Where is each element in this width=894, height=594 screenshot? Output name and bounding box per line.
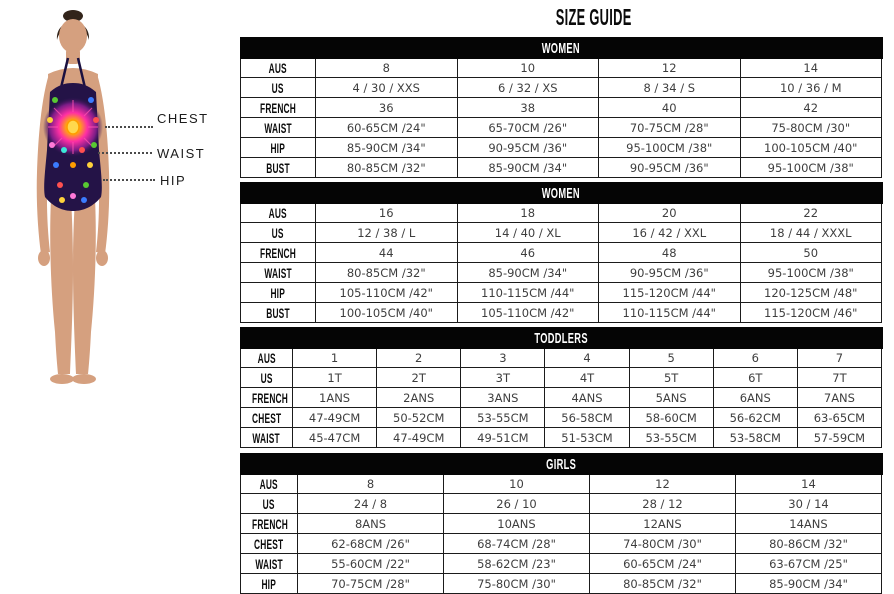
size-table: [240, 453, 882, 594]
size-cell: 12 / 38 / L: [316, 223, 458, 243]
size-cell: 62-68CM /26": [298, 534, 444, 554]
size-cell: 38: [457, 98, 599, 118]
size-cell: 6T: [713, 368, 797, 388]
row-label: FRENCH: [241, 514, 298, 534]
row-label: FRENCH: [241, 388, 293, 408]
size-cell: 5ANS: [629, 388, 713, 408]
table-row: [241, 388, 882, 408]
size-cell: 65-70CM /26": [457, 118, 599, 138]
size-cell: 100-105CM /40": [316, 303, 458, 323]
row-label: WAIST: [241, 428, 293, 448]
row-label: AUS: [241, 203, 316, 223]
size-cell: 50-52CM: [377, 408, 461, 428]
table-row: [241, 474, 882, 494]
size-cell: 22: [740, 203, 882, 223]
size-cell: 12: [590, 474, 736, 494]
size-cell: 53-58CM: [713, 428, 797, 448]
size-cell: 24 / 8: [298, 494, 444, 514]
waist-pointer-line: [98, 152, 152, 154]
size-cell: 36: [316, 98, 458, 118]
size-table-women-8-14: [240, 37, 882, 178]
size-cell: 1: [293, 348, 377, 368]
waist-label: WAIST: [157, 146, 206, 161]
table-title-band: TODDLERS: [241, 328, 882, 348]
size-cell: 6ANS: [713, 388, 797, 408]
size-cell: 40: [599, 98, 741, 118]
size-cell: 85-90CM /34": [736, 574, 882, 594]
row-label: US: [241, 494, 298, 514]
size-cell: 53-55CM: [629, 428, 713, 448]
size-cell: 95-100CM /38": [740, 158, 882, 178]
size-cell: 100-105CM /40": [740, 138, 882, 158]
model-image: [0, 0, 240, 400]
table-row: [241, 283, 882, 303]
size-cell: 49-51CM: [461, 428, 545, 448]
table-row: [241, 58, 882, 78]
table-row: [241, 368, 882, 388]
size-cell: 60-65CM /24": [590, 554, 736, 574]
size-cell: 14: [740, 58, 882, 78]
row-label: AUS: [241, 348, 293, 368]
table-row: [241, 203, 882, 223]
size-cell: 6: [713, 348, 797, 368]
row-label: AUS: [241, 58, 316, 78]
size-cell: 51-53CM: [545, 428, 629, 448]
size-cell: 48: [599, 243, 741, 263]
size-cell: 6 / 32 / XS: [457, 78, 599, 98]
size-cell: 70-75CM /28": [298, 574, 444, 594]
size-cell: 115-120CM /44": [599, 283, 741, 303]
size-cell: 14 / 40 / XL: [457, 223, 599, 243]
size-table-toddlers: [240, 327, 882, 448]
size-cell: 7: [797, 348, 881, 368]
size-cell: 57-59CM: [797, 428, 881, 448]
size-cell: 58-62CM /23": [444, 554, 590, 574]
size-cell: 80-86CM /32": [736, 534, 882, 554]
chest-pointer-line: [105, 126, 153, 128]
size-cell: 105-110CM /42": [457, 303, 599, 323]
size-cell: 110-115CM /44": [457, 283, 599, 303]
table-row: [241, 98, 882, 118]
table-row: [241, 348, 882, 368]
size-cell: 8 / 34 / S: [599, 78, 741, 98]
size-cell: 120-125CM /48": [740, 283, 882, 303]
size-cell: 14: [736, 474, 882, 494]
size-cell: 60-65CM /24": [316, 118, 458, 138]
row-label: US: [241, 223, 316, 243]
size-cell: 50: [740, 243, 882, 263]
size-cell: 58-60CM: [629, 408, 713, 428]
size-cell: 12ANS: [590, 514, 736, 534]
table-row: [241, 118, 882, 138]
row-label: FRENCH: [241, 98, 316, 118]
size-cell: 16 / 42 / XXL: [599, 223, 741, 243]
size-cell: 26 / 10: [444, 494, 590, 514]
size-cell: 7T: [797, 368, 881, 388]
size-cell: 115-120CM /46": [740, 303, 882, 323]
size-cell: 75-80CM /30": [740, 118, 882, 138]
row-label: WAIST: [241, 118, 316, 138]
size-cell: 16: [316, 203, 458, 223]
swimsuit-model-illustration: [0, 0, 230, 400]
size-cell: 44: [316, 243, 458, 263]
size-cell: 10: [444, 474, 590, 494]
size-cell: 12: [599, 58, 741, 78]
size-table: [240, 37, 882, 178]
size-cell: 1T: [293, 368, 377, 388]
size-cell: 5: [629, 348, 713, 368]
table-row: [241, 223, 882, 243]
table-row: [241, 494, 882, 514]
size-cell: 90-95CM /36": [457, 138, 599, 158]
size-cell: 56-58CM: [545, 408, 629, 428]
size-cell: 95-100CM /38": [740, 263, 882, 283]
row-label: CHEST: [241, 408, 293, 428]
size-cell: 55-60CM /22": [298, 554, 444, 574]
size-cell: 3: [461, 348, 545, 368]
size-cell: 3ANS: [461, 388, 545, 408]
size-cell: 8: [316, 58, 458, 78]
page-title: SIZE GUIDE: [556, 4, 632, 30]
size-cell: 10: [457, 58, 599, 78]
size-cell: 90-95CM /36": [599, 158, 741, 178]
size-cell: 5T: [629, 368, 713, 388]
size-table: [240, 327, 882, 448]
row-label: CHEST: [241, 534, 298, 554]
size-cell: 3T: [461, 368, 545, 388]
size-cell: 85-90CM /34": [457, 263, 599, 283]
size-cell: 95-100CM /38": [599, 138, 741, 158]
size-cell: 46: [457, 243, 599, 263]
table-title-band: WOMEN: [241, 38, 882, 58]
row-label: FRENCH: [241, 243, 316, 263]
size-cell: 4T: [545, 368, 629, 388]
size-cell: 70-75CM /28": [599, 118, 741, 138]
table-row: [241, 263, 882, 283]
table-row: [241, 303, 882, 323]
row-label: US: [241, 368, 293, 388]
size-cell: 85-90CM /34": [316, 138, 458, 158]
table-row: [241, 428, 882, 448]
table-row: [241, 408, 882, 428]
size-cell: 1ANS: [293, 388, 377, 408]
size-cell: 75-80CM /30": [444, 574, 590, 594]
size-cell: 56-62CM: [713, 408, 797, 428]
size-cell: 30 / 14: [736, 494, 882, 514]
row-label: HIP: [241, 138, 316, 158]
row-label: AUS: [241, 474, 298, 494]
size-table: [240, 182, 882, 323]
size-cell: 110-115CM /44": [599, 303, 741, 323]
table-row: [241, 574, 882, 594]
hip-pointer-line: [103, 179, 155, 181]
table-row: [241, 158, 882, 178]
row-label: HIP: [241, 283, 316, 303]
row-label: WAIST: [241, 263, 316, 283]
table-title-band: WOMEN: [241, 183, 882, 203]
size-cell: 18: [457, 203, 599, 223]
chest-label: CHEST: [157, 111, 209, 126]
table-row: [241, 514, 882, 534]
size-cell: 10ANS: [444, 514, 590, 534]
size-cell: 18 / 44 / XXXL: [740, 223, 882, 243]
size-cell: 63-67CM /25": [736, 554, 882, 574]
row-label: HIP: [241, 574, 298, 594]
size-cell: 2T: [377, 368, 461, 388]
size-cell: 4ANS: [545, 388, 629, 408]
size-cell: 4 / 30 / XXS: [316, 78, 458, 98]
size-cell: 42: [740, 98, 882, 118]
size-cell: 2ANS: [377, 388, 461, 408]
table-row: [241, 78, 882, 98]
size-cell: 68-74CM /28": [444, 534, 590, 554]
row-label: BUST: [241, 158, 316, 178]
size-cell: 2: [377, 348, 461, 368]
size-table-girls: [240, 453, 882, 594]
table-title-band: GIRLS: [241, 454, 882, 474]
size-cell: 80-85CM /32": [316, 158, 458, 178]
size-cell: 7ANS: [797, 388, 881, 408]
size-cell: 45-47CM: [293, 428, 377, 448]
size-cell: 8ANS: [298, 514, 444, 534]
size-cell: 74-80CM /30": [590, 534, 736, 554]
size-cell: 90-95CM /36": [599, 263, 741, 283]
size-cell: 14ANS: [736, 514, 882, 534]
size-cell: 28 / 12: [590, 494, 736, 514]
table-row: [241, 554, 882, 574]
row-label: US: [241, 78, 316, 98]
size-cell: 105-110CM /42": [316, 283, 458, 303]
size-cell: 80-85CM /32": [316, 263, 458, 283]
size-cell: 63-65CM: [797, 408, 881, 428]
size-cell: 53-55CM: [461, 408, 545, 428]
table-row: [241, 243, 882, 263]
table-row: [241, 534, 882, 554]
size-cell: 47-49CM: [293, 408, 377, 428]
size-cell: 8: [298, 474, 444, 494]
size-cell: 85-90CM /34": [457, 158, 599, 178]
row-label: WAIST: [241, 554, 298, 574]
size-cell: 4: [545, 348, 629, 368]
size-cell: 47-49CM: [377, 428, 461, 448]
size-cell: 20: [599, 203, 741, 223]
table-row: [241, 138, 882, 158]
size-cell: 80-85CM /32": [590, 574, 736, 594]
hip-label: HIP: [160, 173, 187, 188]
row-label: BUST: [241, 303, 316, 323]
size-cell: 10 / 36 / M: [740, 78, 882, 98]
size-table-women-16-22: [240, 182, 882, 323]
